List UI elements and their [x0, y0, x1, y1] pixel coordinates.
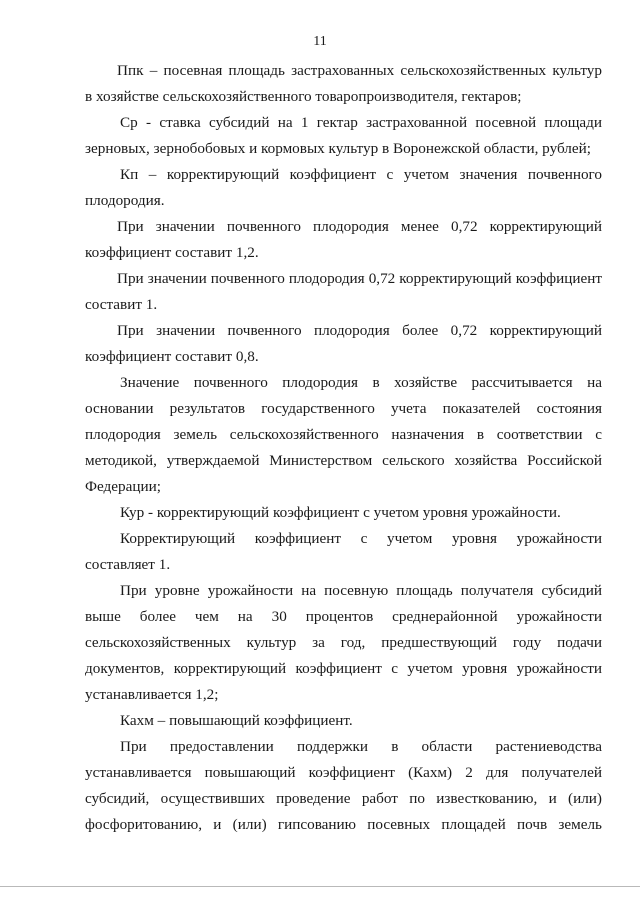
text-line: При уровне урожайности на посевную площадь получателя субсидий: [120, 582, 602, 599]
text-line: При значении почвенного плодородия 0,72 корректирующий коэффициент: [117, 270, 602, 287]
text-line: При значении почвенного плодородия более 0,72 корректирующий: [117, 322, 602, 339]
text-line: плодородия.: [85, 192, 165, 209]
text-line: Ппк – посевная площадь застрахованных сельскохозяйственных культур: [117, 62, 602, 79]
text-line: Ср - ставка субсидий на 1 гектар застрахованной посевной площади: [120, 114, 602, 131]
text-line: Кп – корректирующий коэффициент с учетом значения почвенного: [120, 166, 602, 183]
text-line: При предоставлении поддержки в области растениеводства: [120, 738, 602, 755]
text-line: фосфоритованию, и (или) гипсованию посевных площадей почв земель: [85, 816, 602, 833]
text-line: коэффициент составит 0,8.: [85, 348, 259, 365]
text-line: Кур - корректирующий коэффициент с учетом уровня урожайности.: [120, 504, 561, 521]
text-line: Значение почвенного плодородия в хозяйстве рассчитывается на: [120, 374, 602, 391]
text-line: выше более чем на 30 процентов среднерайонной урожайности: [85, 608, 602, 625]
text-line: методикой, утверждаемой Министерством сельского хозяйства Российской: [85, 452, 602, 469]
text-line: устанавливается повышающий коэффициент (Кахм) 2 для получателей: [85, 764, 602, 781]
text-line: Корректирующий коэффициент с учетом уровня урожайности: [120, 530, 602, 547]
text-line: сельскохозяйственных культур за год, предшествующий году подачи: [85, 634, 602, 651]
text-line: плодородия земель сельскохозяйственного назначения в соответствии с: [85, 426, 602, 443]
text-line: в хозяйстве сельскохозяйственного товаропроизводителя, гектаров;: [85, 88, 522, 105]
text-line: зерновых, зернобобовых и кормовых культур в Воронежской области, рублей;: [85, 140, 591, 157]
text-line: составит 1.: [85, 296, 158, 313]
text-line: устанавливается 1,2;: [85, 686, 219, 703]
page-bottom-rule: [0, 886, 640, 887]
text-line: коэффициент составит 1,2.: [85, 244, 259, 261]
page-number: 11: [313, 34, 327, 49]
text-line: При значении почвенного плодородия менее 0,72 корректирующий: [117, 218, 602, 235]
text-line: субсидий, осуществивших проведение работ по известкованию, и (или): [85, 790, 602, 807]
text-line: основании результатов государственного учета показателей состояния: [85, 400, 602, 417]
text-line: составляет 1.: [85, 556, 171, 573]
text-line: Кахм – повышающий коэффициент.: [120, 712, 353, 729]
text-line: документов, корректирующий коэффициент с учетом уровня урожайности: [85, 660, 602, 677]
text-line: Федерации;: [85, 478, 161, 495]
